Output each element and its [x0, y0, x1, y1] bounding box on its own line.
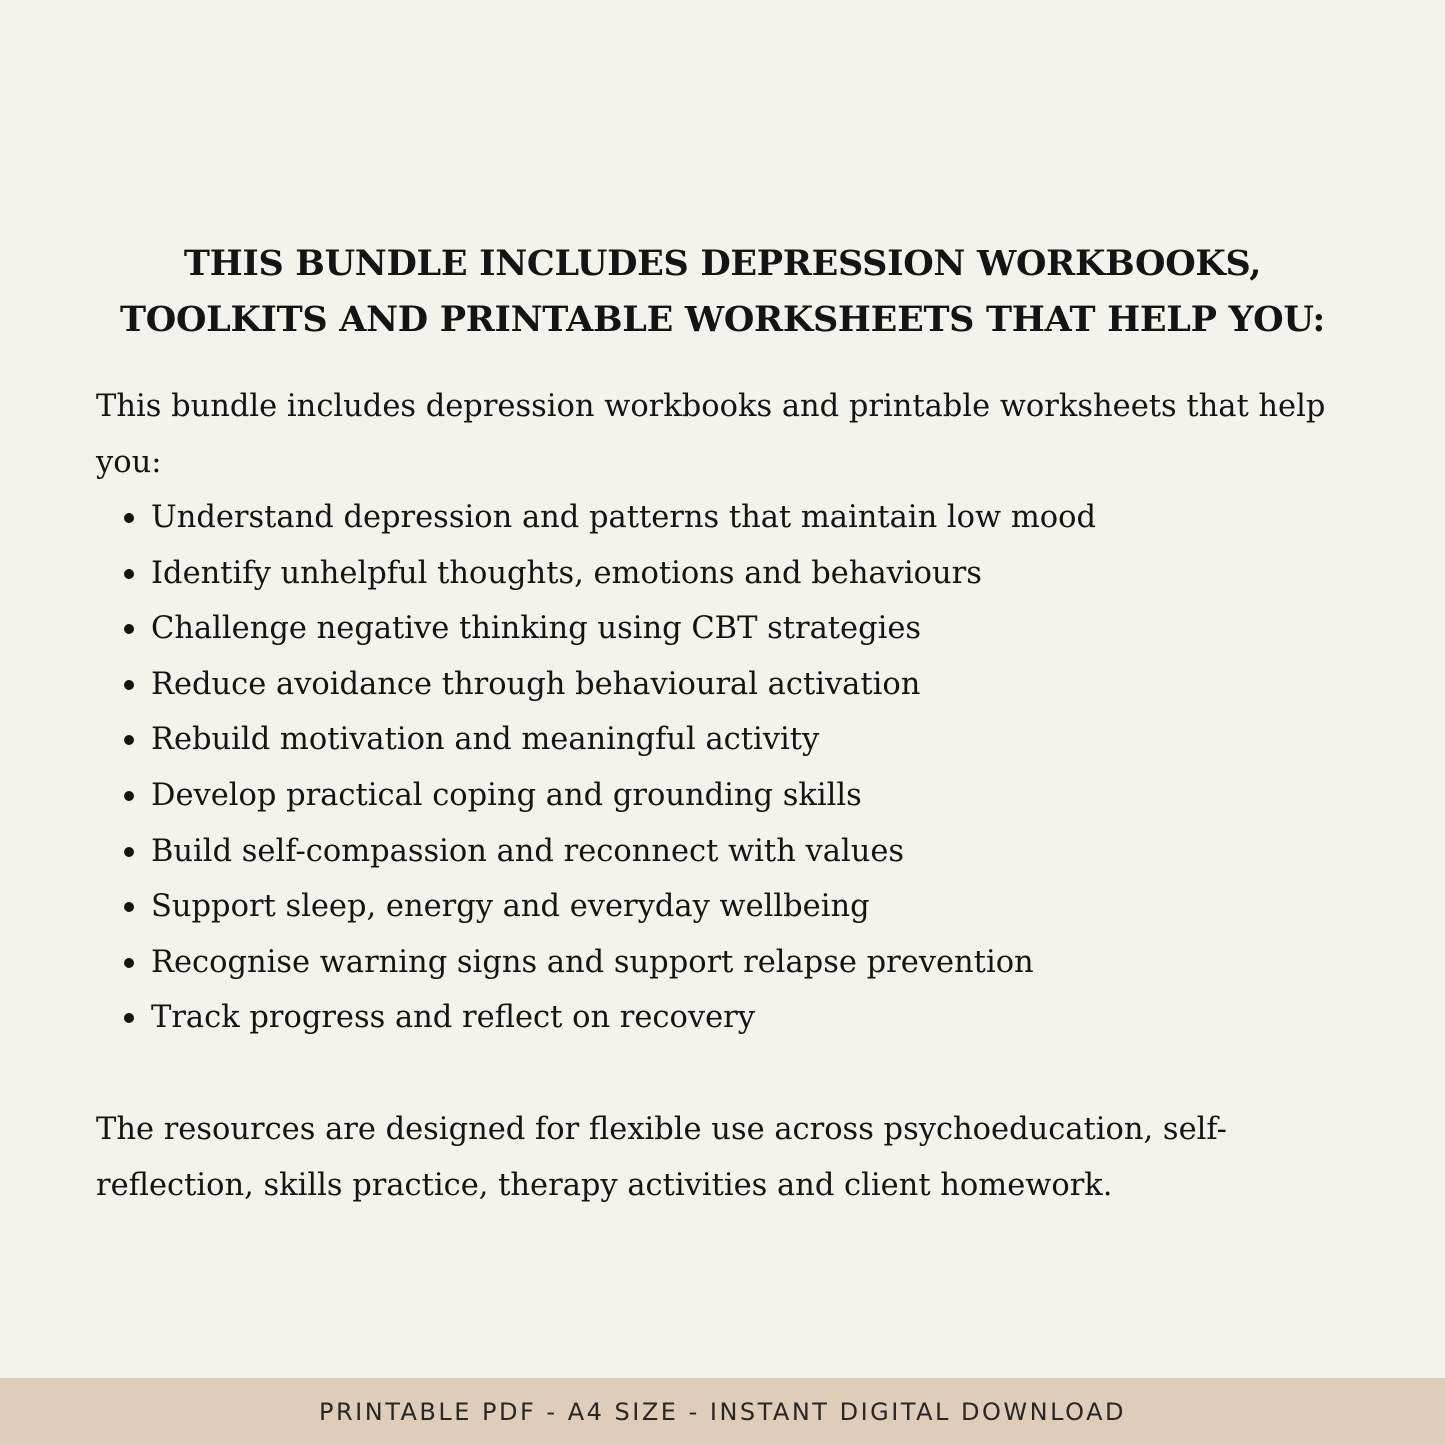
outro-line-1: The resources are designed for flexible use across psychoeducation, self-	[96, 1112, 1227, 1147]
heading-line-2: TOOLKITS AND PRINTABLE WORKSHEETS THAT HELP YOU:	[120, 299, 1325, 340]
outro-line-2: reflection, skills practice, therapy activities and client homework.	[96, 1168, 1113, 1203]
list-item: Build self-compassion and reconnect with values	[96, 824, 1096, 880]
heading-line-1: THIS BUNDLE INCLUDES DEPRESSION WORKBOOKS,	[183, 243, 1262, 284]
footer-text: PRINTABLE PDF - A4 SIZE - INSTANT DIGITAL DOWNLOAD	[319, 1397, 1126, 1426]
list-item: Rebuild motivation and meaningful activity	[96, 712, 1096, 768]
outro-paragraph	[96, 1102, 1296, 1214]
intro-paragraph: This bundle includes depression workbooks and printable worksheets that help you:	[96, 389, 1326, 480]
list-item: Support sleep, energy and everyday wellbeing	[96, 879, 1096, 935]
list-item: Develop practical coping and grounding skills	[96, 768, 1096, 824]
benefits-list	[96, 490, 1096, 1046]
list-item: Reduce avoidance through behavioural activation	[96, 657, 1096, 713]
list-item: Track progress and reflect on recovery	[96, 990, 1096, 1046]
list-item: Understand depression and patterns that maintain low mood	[96, 490, 1096, 546]
page-heading	[0, 236, 1445, 348]
list-item: Identify unhelpful thoughts, emotions and behaviours	[96, 546, 1096, 602]
list-item: Recognise warning signs and support relapse prevention	[96, 935, 1096, 991]
list-item: Challenge negative thinking using CBT strategies	[96, 601, 1096, 657]
footer-banner	[0, 1378, 1445, 1445]
